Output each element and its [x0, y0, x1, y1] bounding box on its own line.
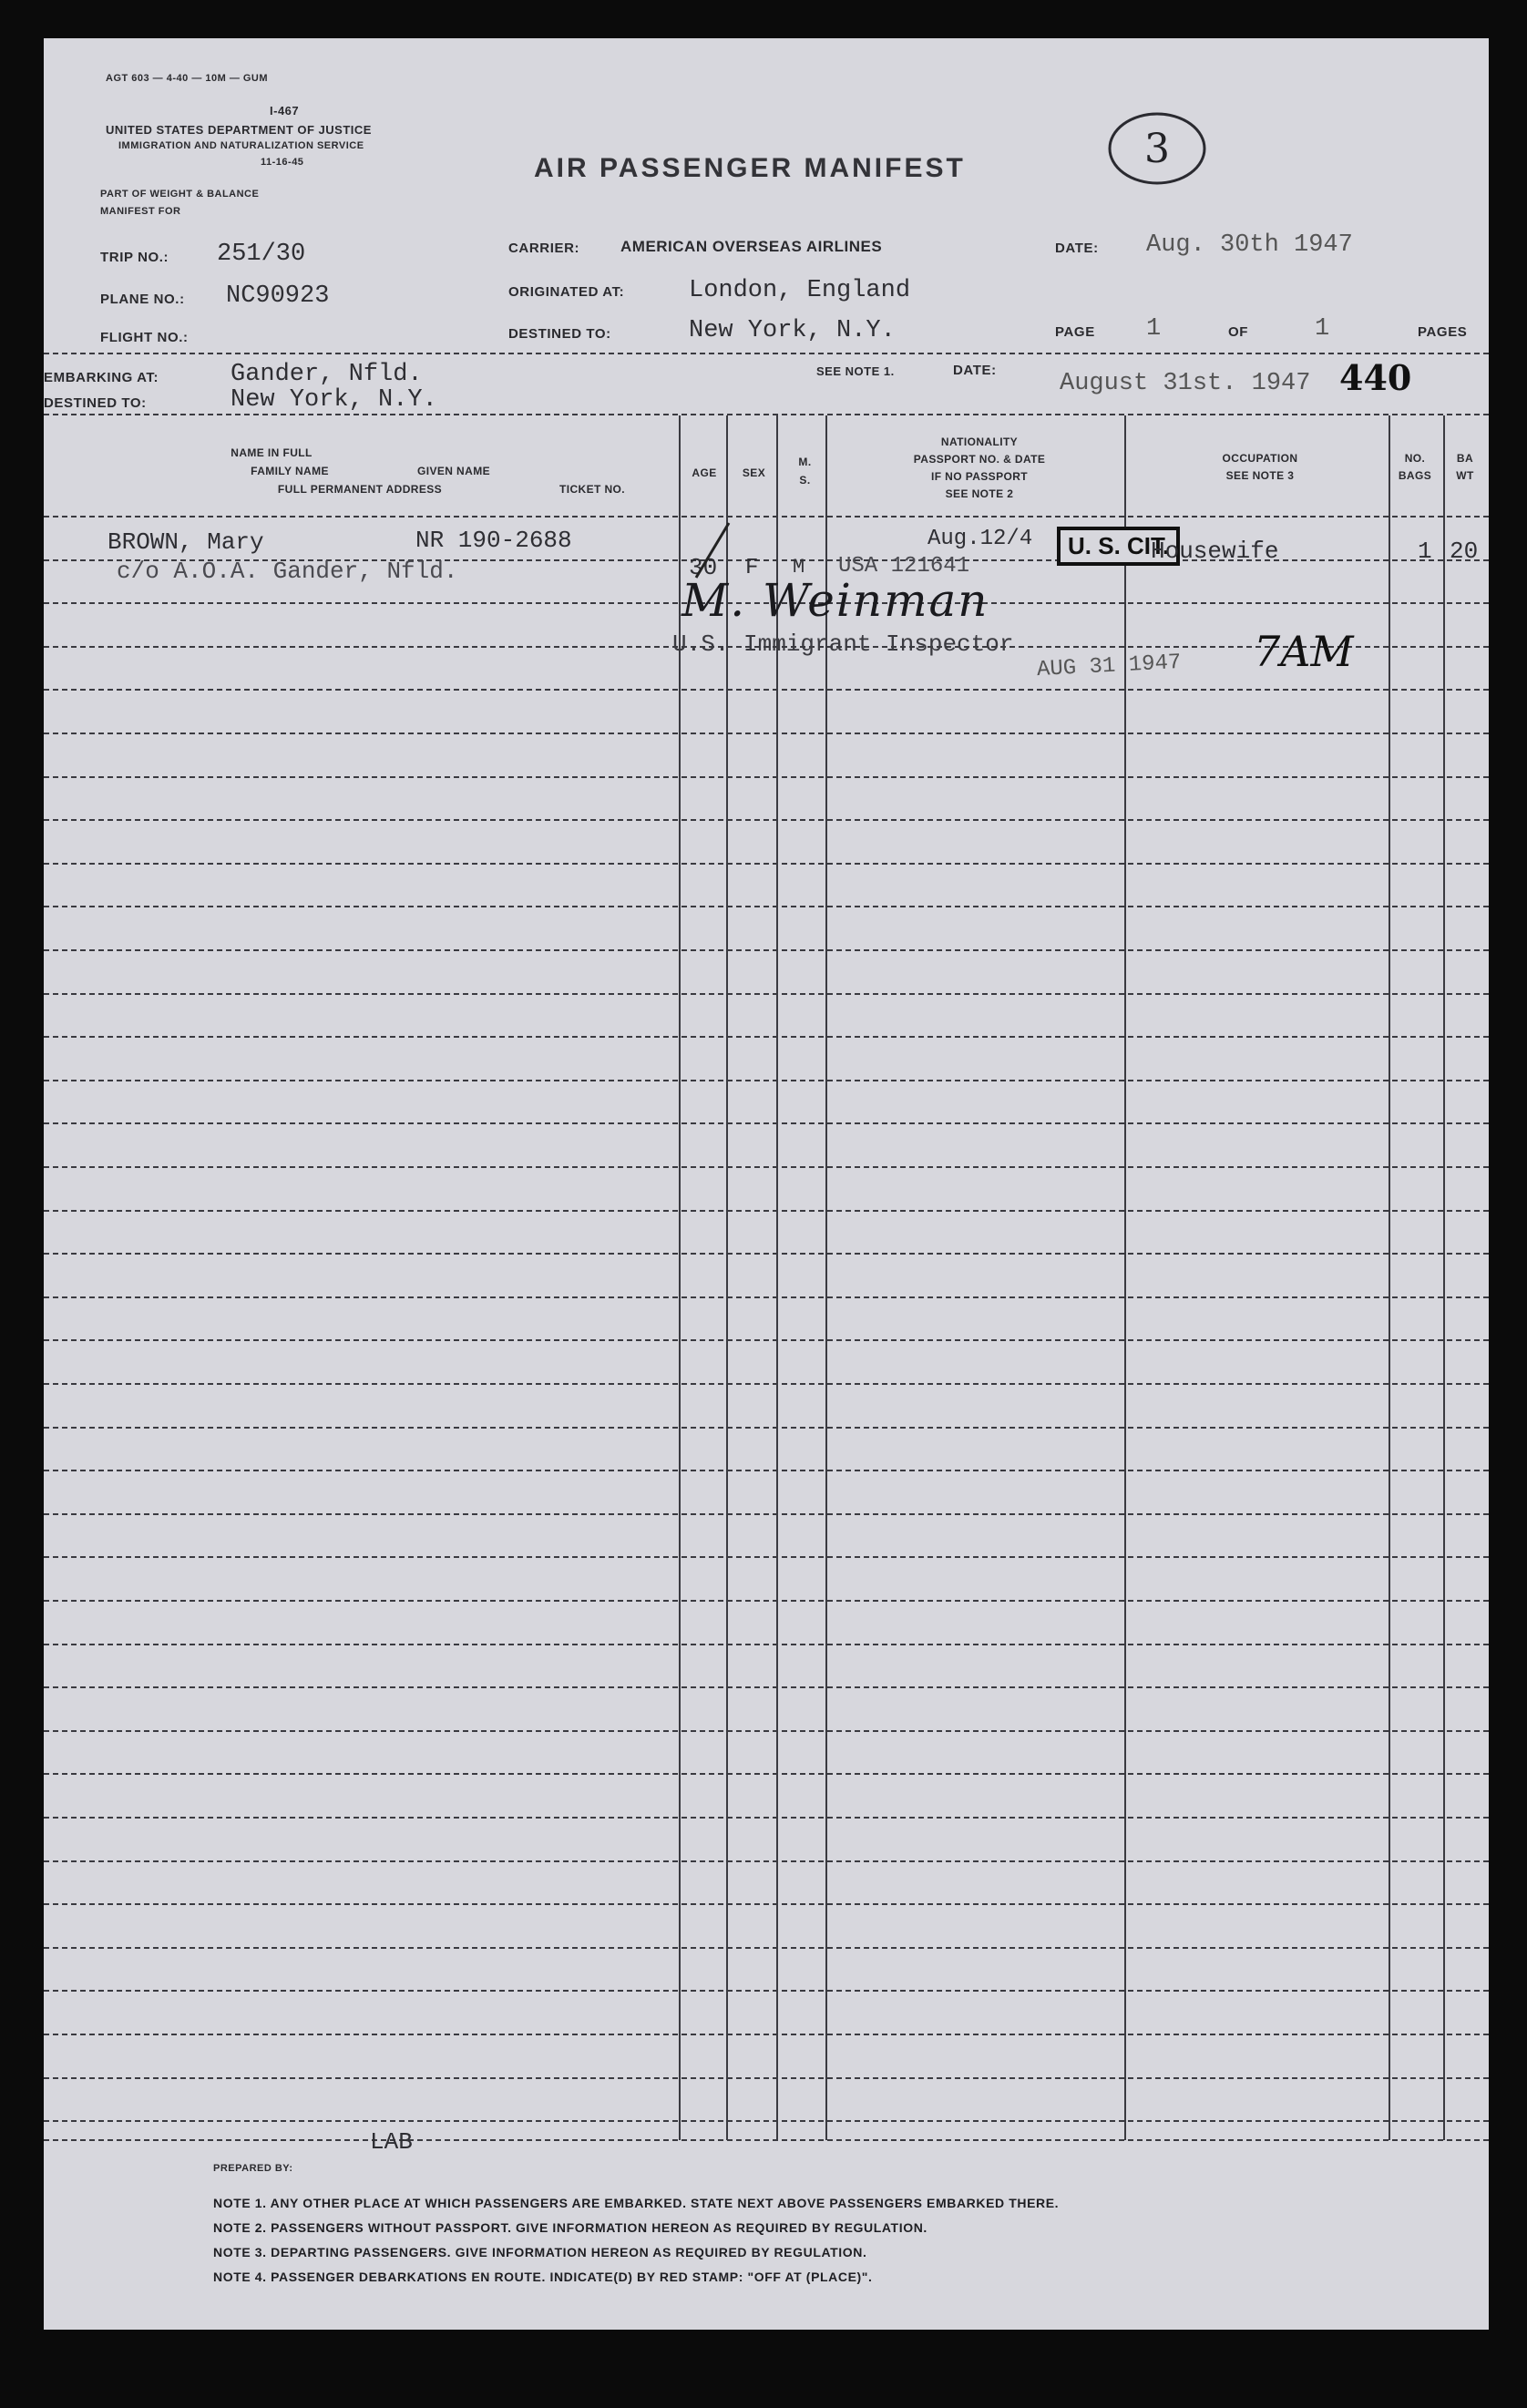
note-4: NOTE 4. PASSENGER DEBARKATIONS EN ROUTE. INDICATE(D) BY RED STAMP: "OFF AT (PLACE)".: [213, 2270, 873, 2284]
page-title: AIR PASSENGER MANIFEST: [534, 153, 966, 183]
manifest-page: [44, 38, 1489, 2330]
note-1: NOTE 1. ANY OTHER PLACE AT WHICH PASSENGERS ARE EMBARKED. STATE NEXT ABOVE PASSENGERS EMBARKED THERE.: [213, 2196, 1060, 2210]
passenger-address: c/o A.O.A. Gander, Nfld.: [117, 558, 458, 585]
col-line-age: [726, 415, 728, 2140]
col-ticket: TICKET NO.: [559, 483, 625, 496]
row-line: [44, 906, 1489, 907]
row-line: [44, 1773, 1489, 1775]
plane-value: NC90923: [226, 282, 330, 310]
passenger-marital: M: [793, 556, 805, 579]
divider-top: [44, 353, 1489, 354]
inspection-date-stamp: AUG 31 1947: [1036, 650, 1183, 683]
inspector-title: U.S. Immigrant Inspector: [672, 630, 1014, 658]
passenger-ticket: NR 190-2688: [415, 527, 572, 554]
flight-label: FLIGHT NO.:: [100, 330, 189, 345]
destined-label: DESTINED TO:: [508, 326, 611, 342]
col-line-sex: [776, 415, 778, 2140]
row-line: [44, 1080, 1489, 1081]
prepared-by-value: LAB: [370, 2128, 413, 2156]
passenger-name: BROWN, Mary: [108, 528, 264, 556]
row-line: [44, 1339, 1489, 1341]
row-line: [44, 1036, 1489, 1038]
originated-value: London, England: [689, 277, 911, 304]
embark-date-value: August 31st. 1947: [1060, 370, 1311, 397]
passenger-passport-date: Aug.12/4: [927, 527, 1033, 551]
row-line: [44, 1600, 1489, 1602]
date-value: Aug. 30th 1947: [1146, 231, 1353, 259]
col-address: FULL PERMANENT ADDRESS: [277, 483, 443, 496]
row-line: [44, 1253, 1489, 1255]
divider-footer: [44, 2139, 1489, 2141]
row-line: [44, 1210, 1489, 1212]
passenger-occupation: Housewife: [1151, 538, 1279, 565]
trip-value: 251/30: [217, 241, 306, 268]
row-line: [44, 1122, 1489, 1124]
note-3: NOTE 3. DEPARTING PASSENGERS. GIVE INFORMATION HEREON AS REQUIRED BY REGULATION.: [213, 2245, 867, 2259]
weight-balance-2: MANIFEST FOR: [100, 206, 181, 217]
row-line: [44, 1860, 1489, 1862]
row-line: [44, 1730, 1489, 1732]
row-line: [44, 2077, 1489, 2079]
agency-line-2: IMMIGRATION AND NATURALIZATION SERVICE: [118, 140, 364, 151]
row-line: [44, 733, 1489, 734]
col-ms-2: S.: [799, 474, 811, 487]
embark-destined-value: New York, N.Y.: [231, 386, 437, 414]
weight-balance-1: PART OF WEIGHT & BALANCE: [100, 189, 260, 200]
form-number: I-467: [270, 104, 300, 118]
col-age: AGE: [692, 466, 717, 479]
col-given-name: GIVEN NAME: [416, 465, 490, 477]
row-line: [44, 2120, 1489, 2122]
circled-number-text: 3: [1144, 126, 1170, 172]
row-line: [44, 2034, 1489, 2035]
passenger-bags: 1: [1418, 538, 1432, 565]
col-bags-2: BAGS: [1398, 469, 1432, 482]
col-bags-1: NO.: [1404, 452, 1426, 465]
row-line: [44, 516, 1489, 517]
passenger-age: 30: [689, 554, 718, 581]
col-name-in-full: NAME IN FULL: [231, 446, 313, 459]
row-line: [44, 1644, 1489, 1645]
col-ms-1: M.: [798, 456, 812, 468]
inspector-signature: M. Weinman: [682, 574, 989, 627]
embark-date-label: DATE:: [953, 363, 997, 378]
passenger-passport: USA 121641: [838, 554, 970, 579]
passenger-sex: F: [745, 556, 759, 580]
col-nat-3: IF NO PASSPORT: [930, 470, 1029, 483]
row-line: [44, 819, 1489, 821]
row-line: [44, 1903, 1489, 1905]
plane-label: PLANE NO.:: [100, 292, 185, 307]
circled-number: [1102, 106, 1212, 190]
originated-label: ORIGINATED AT:: [508, 284, 625, 300]
of-value: 1: [1315, 315, 1330, 343]
trip-label: TRIP NO.:: [100, 250, 169, 265]
us-citizen-stamp: U. S. CIT.: [1057, 527, 1180, 566]
embarking-label: EMBARKING AT:: [44, 370, 159, 385]
col-family-name: FAMILY NAME: [251, 465, 329, 477]
col-nat-1: NATIONALITY: [940, 435, 1019, 448]
row-line: [44, 949, 1489, 951]
page-label: PAGE: [1055, 324, 1095, 340]
row-line: [44, 1383, 1489, 1385]
row-line: [44, 1513, 1489, 1515]
row-line: [44, 1686, 1489, 1688]
col-line-bags: [1443, 415, 1445, 2140]
destined-value: New York, N.Y.: [689, 317, 896, 344]
row-line: [44, 1990, 1489, 1992]
page-value: 1: [1146, 315, 1162, 343]
row-line: [44, 1556, 1489, 1558]
col-occupation-1: OCCUPATION: [1222, 452, 1298, 465]
stamp-number: 440: [1339, 357, 1412, 398]
row-line: [44, 1427, 1489, 1429]
form-code: AGT 603 — 4-40 — 10M — GUM: [106, 73, 269, 84]
col-sex: SEX: [742, 466, 766, 479]
passenger-weight: 20: [1450, 538, 1479, 565]
col-wt-2: WT: [1456, 469, 1474, 482]
row-line: [44, 1296, 1489, 1298]
divider-header-top: [44, 414, 1489, 415]
carrier-label: CARRIER:: [508, 241, 580, 256]
embarking-value: Gander, Nfld.: [231, 361, 423, 388]
prepared-by-label: PREPARED BY:: [213, 2163, 293, 2174]
col-occupation-2: SEE NOTE 3: [1225, 469, 1295, 482]
see-note-1: SEE NOTE 1.: [816, 364, 895, 378]
of-label: OF: [1228, 324, 1249, 340]
row-line: [44, 1817, 1489, 1819]
date-label: DATE:: [1055, 241, 1099, 256]
row-line: [44, 1947, 1489, 1949]
pages-label: PAGES: [1418, 324, 1468, 340]
embark-destined-label: DESTINED TO:: [44, 395, 147, 411]
agency-line-1: UNITED STATES DEPARTMENT OF JUSTICE: [106, 123, 372, 137]
col-nat-2: PASSPORT NO. & DATE: [913, 453, 1046, 466]
inspection-time: 7AM: [1254, 627, 1354, 676]
col-wt-1: BA: [1456, 452, 1474, 465]
carrier-value: AMERICAN OVERSEAS AIRLINES: [620, 238, 883, 255]
col-line-occupation: [1389, 415, 1390, 2140]
form-date-code: 11-16-45: [261, 157, 304, 168]
row-line: [44, 1470, 1489, 1471]
col-line-ms: [825, 415, 827, 2140]
note-2: NOTE 2. PASSENGERS WITHOUT PASSPORT. GIVE INFORMATION HEREON AS REQUIRED BY REGULATION.: [213, 2220, 927, 2235]
row-line: [44, 993, 1489, 995]
col-nat-4: SEE NOTE 2: [945, 487, 1014, 500]
row-line: [44, 1166, 1489, 1168]
row-line: [44, 689, 1489, 691]
row-line: [44, 776, 1489, 778]
col-line-name: [679, 415, 681, 2140]
row-line: [44, 863, 1489, 865]
